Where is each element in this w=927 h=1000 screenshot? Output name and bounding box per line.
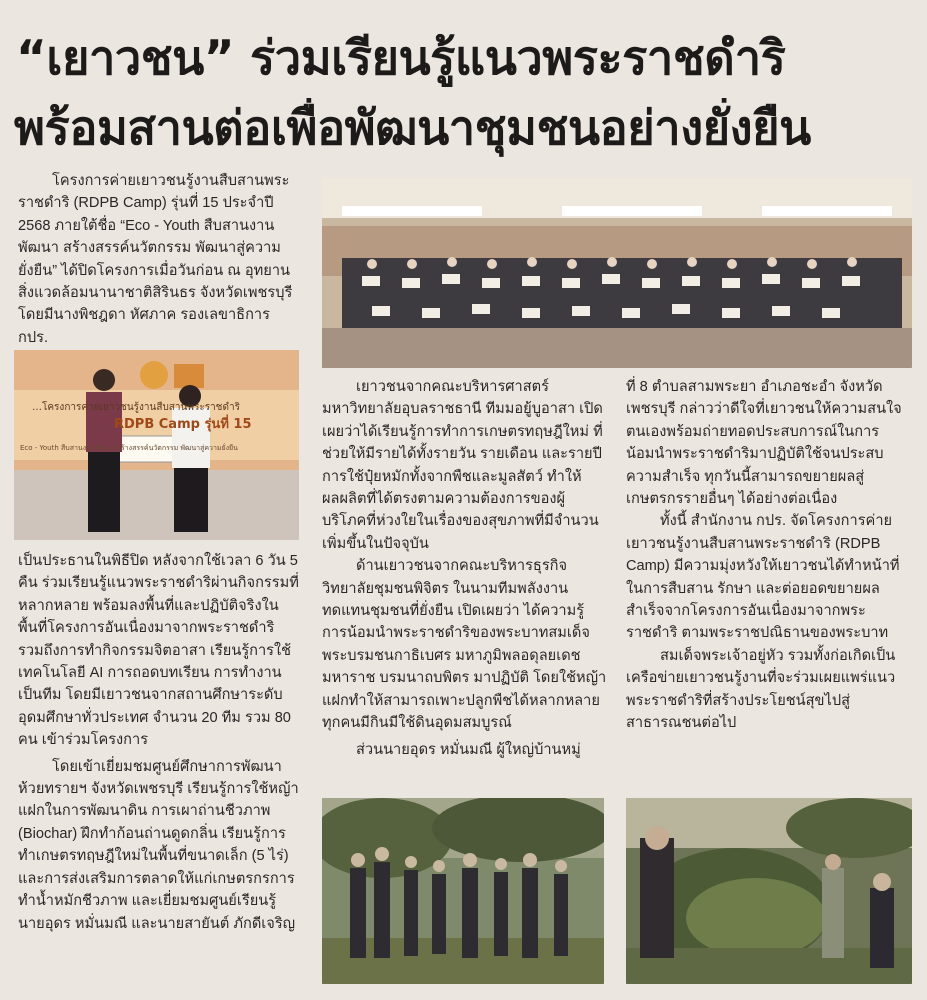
photo-group-image bbox=[322, 178, 912, 368]
article-column-3 bbox=[626, 376, 912, 735]
article-paragraph: ที่ 8 ตำบลสามพระยา อำเภอชะอำ จังหวัดเพชรบุรี กล่าวว่าดีใจที่เยาวชนให้ความสนใจตนเองพร้อมถ่ายทอดประสบการณ์ในการน้อมนำพระราชดำริมาปฏิบัติใช้จนประสบความสำเร็จ ทุกวันนี้สามารถขยายผลสู่เกษตรกรรายอื่นๆ ได้อย่างต่อเนื่อง bbox=[626, 379, 902, 508]
article-paragraph: เป็นประธานในพิธีปิด หลังจากใช้เวลา 6 วัน 5 คืน ร่วมเรียนรู้แนวพระราชดำริผ่านกิจกรรมที่หลากหลาย พร้อมลงพื้นที่และปฏิบัติจริงในพื้นที่โครงการอันเนื่องมาจากพระราชดำริ รวมถึงการทำกิจกรรมจิตอาสา เรียนรู้การใช้เทคโนโลยี AI การถอดบทเรียน การทำงานเป็นทีม โดยมีเยาวชนจากสถานศึกษาระดับอุดมศึกษาทั่วประเทศ จำนวน 20 ทีม รวม 80 คน เข้าร่วมโครงการ bbox=[18, 553, 299, 749]
article-column-1-intro bbox=[18, 170, 299, 349]
photo-ceremony-image bbox=[14, 350, 299, 540]
article-paragraph: เยาวชนจากคณะบริหารศาสตร์ มหาวิทยาลัยอุบลราชธานี ทีมมอยู้บูอาสา เปิดเผยว่าได้เรียนรู้การทำการเกษตรทฤษฎีใหม่ ที่ช่วยให้มีรายได้ทั้งรายวัน รายเดือน และรายปี การใช้ปุ๋ยหมักทั้งจากพืชและมูลสัตว์ ทำให้ผลผลิตที่ได้ตรงตามความต้องการของผู้บริโภคที่ห่วงใยในเรื่องของสุขภาพที่มีจำนวนเพิ่มขึ้นในปัจจุบัน bbox=[322, 379, 603, 552]
photo-ceremony-banner-line3: Eco - Youth สืบสานงานพัฒนา สร้างสรรค์นวัตกรรม พัฒนาสู่ความยั่งยืน bbox=[20, 444, 238, 452]
headline-line-1: “เยาวชน” ร่วมเรียนรู้แนวพระราชดำริ bbox=[16, 31, 786, 86]
article-column-2 bbox=[322, 376, 608, 761]
photo-plants bbox=[626, 798, 912, 984]
photo-ceremony bbox=[14, 350, 299, 540]
photo-ceremony-banner-line2: RDPB Camp รุ่นที่ 15 bbox=[114, 417, 252, 432]
article-paragraph: โครงการค่ายเยาวชนรู้งานสืบสานพระราชดำริ (RDPB Camp) รุ่นที่ 15 ประจำปี 2568 ภายใต้ชื่อ “Eco - Youth สืบสานงานพัฒนา สร้างสรรค์นวัตกรรม พัฒนาสู่ความยั่งยืน” ได้ปิดโครงการเมื่อวันก่อน ณ อุทยานสิ่งแวดล้อมนานาชาติสิรินธร จังหวัดเพชรบุรี โดยมีนางพิชฎดา หัศภาค รองเลขาธิการ กปร. bbox=[18, 173, 293, 346]
headline-line-2: พร้อมสานต่อเพื่อพัฒนาชุมชนอย่างยั่งยืน bbox=[14, 101, 811, 156]
photo-field-visit-image bbox=[322, 798, 604, 984]
article-paragraph: สมเด็จพระเจ้าอยู่หัว รวมทั้งก่อเกิดเป็นเครือข่ายเยาวชนรู้งานที่จะร่วมเผยแพร่แนวพระราชดำริที่สร้างประโยชน์สุขไปสู่สาธารณชนต่อไป bbox=[626, 647, 896, 732]
photo-plants-image bbox=[626, 798, 912, 984]
photo-ceremony-banner-line1: …โครงการค่ายเยาวชนรู้งานสืบสานพระราชดำริ bbox=[32, 402, 240, 413]
photo-field-visit bbox=[322, 798, 604, 984]
photo-group bbox=[322, 178, 912, 368]
article-paragraph: ส่วนนายอุดร หมั่นมณี ผู้ใหญ่บ้านหมู่ bbox=[356, 741, 581, 758]
article-paragraph: ด้านเยาวชนจากคณะบริหารธุรกิจ วิทยาลัยชุมชนพิจิตร ในนามทีมพลังงานทดแทนชุมชนที่ยั่งยืน เปิดเผยว่า ได้ความรู้การน้อมนำพระราชดำริของพระบาทสมเด็จพระบรมชนกาธิเบศร มหาภูมิพลอดุลยเดชมหาราช บรมนาถบพิตร มาปฏิบัติ โดยใช้หญ้าแฝกทำให้สามารถเพาะปลูกพืชได้หลากหลาย ทุกคนมีกินมีใช้ดินอุดมสมบูรณ์ bbox=[322, 558, 607, 732]
article-paragraph: โดยเข้าเยี่ยมชมศูนย์ศึกษาการพัฒนาห้วยทรายฯ จังหวัดเพชรบุรี เรียนรู้การใช้หญ้าแฝกในการพัฒนาดิน การเผาถ่านชีวภาพ (Biochar) ฝึกทำก้อนถ่านดูดกลิ่น เรียนรู้การทำเกษตรทฤษฎีใหม่ในพื้นที่ขนาดเล็ก (5 ไร่) และการส่งเสริมการตลาดให้แก่เกษตรกรการทำน้ำหมักชีวภาพ และเยี่ยมชมศูนย์เรียนรู้นายอุดร หมั่นมณี และนายสายันต์ ภักดีเจริญ bbox=[18, 758, 299, 932]
article-paragraph: ทั้งนี้ สำนักงาน กปร. จัดโครงการค่ายเยาวชนรู้งานสืบสานพระราชดำริ (RDPB Camp) มีความมุ่งหวังให้เยาวชนได้ทำหน้าที่ในการสืบสาน รักษา และต่อยอดขยายผลสำเร็จจากโครงการอันเนื่องมาจากพระราชดำริ ตามพระราชปณิธานของพระบาท bbox=[626, 513, 900, 642]
article-column-1-body bbox=[18, 550, 299, 935]
